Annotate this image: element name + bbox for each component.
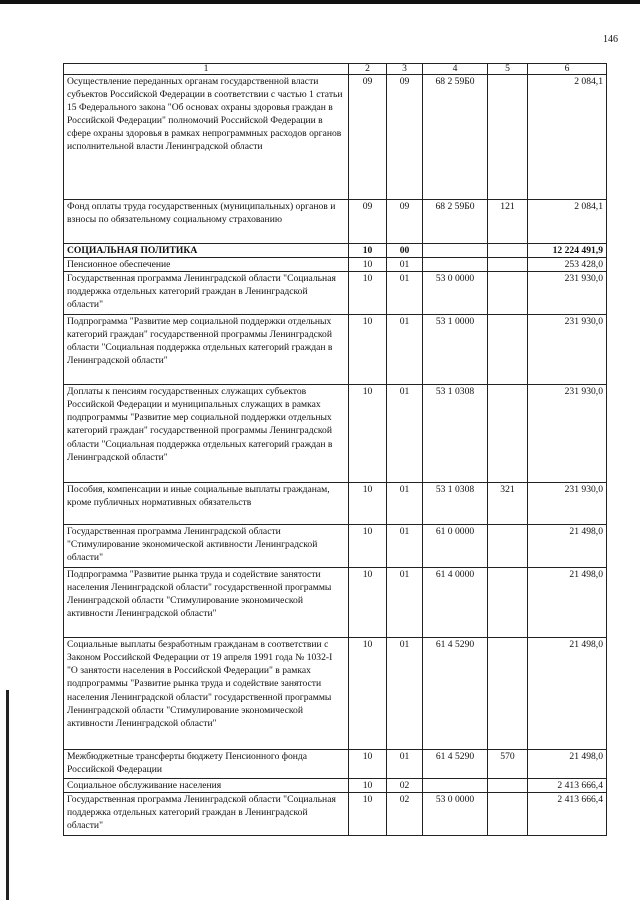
row-expense-type-cell	[488, 568, 528, 638]
row-expense-type-cell	[488, 258, 528, 272]
row-expense-type-cell	[488, 315, 528, 385]
row-name-cell: Государственная программа Ленинградской области "Стимулирование экономической активности Ленинградской области"	[64, 525, 349, 568]
row-name-cell: Доплаты к пенсиям государственных служащих субъектов Российской Федерации и муниципальных служащих в рамках подпрограммы "Развитие мер социальной поддержки отдельных категорий граждан" государственной программы Ленинградской области "Социальная поддержка отдельных категорий граждан в Ленинградской области"	[64, 385, 349, 483]
row-expense-type-cell	[488, 779, 528, 793]
table-row	[64, 779, 607, 793]
row-section-cell: 10	[349, 315, 387, 385]
row-target-code-cell: 68 2 59Б0	[423, 200, 488, 244]
row-target-code-cell	[423, 244, 488, 258]
row-amount-cell: 21 498,0	[528, 525, 607, 568]
row-subsection-cell: 09	[387, 75, 423, 200]
row-target-code-cell: 53 1 0308	[423, 483, 488, 525]
row-subsection-cell: 01	[387, 385, 423, 483]
row-section-cell: 10	[349, 525, 387, 568]
row-amount-cell: 231 930,0	[528, 483, 607, 525]
row-amount-cell: 231 930,0	[528, 315, 607, 385]
row-expense-type-cell: 321	[488, 483, 528, 525]
row-expense-type-cell	[488, 272, 528, 315]
row-amount-cell: 253 428,0	[528, 258, 607, 272]
row-amount-cell: 12 224 491,9	[528, 244, 607, 258]
table-row	[64, 272, 607, 315]
row-subsection-cell: 01	[387, 750, 423, 779]
row-amount-cell: 2 084,1	[528, 200, 607, 244]
row-name-cell: Межбюджетные трансферты бюджету Пенсионного фонда Российской Федерации	[64, 750, 349, 779]
row-amount-cell: 231 930,0	[528, 272, 607, 315]
row-expense-type-cell	[488, 525, 528, 568]
row-target-code-cell: 68 2 59Б0	[423, 75, 488, 200]
row-amount-cell: 21 498,0	[528, 568, 607, 638]
row-expense-type-cell: 570	[488, 750, 528, 779]
budget-table	[63, 63, 607, 836]
row-target-code-cell: 61 4 5290	[423, 750, 488, 779]
row-target-code-cell	[423, 258, 488, 272]
row-expense-type-cell	[488, 638, 528, 750]
row-name-cell: Подпрограмма "Развитие рынка труда и содействие занятости населения Ленинградской области" государственной программы Ленинградской области "Стимулирование экономической активности Ленинградской области"	[64, 568, 349, 638]
row-expense-type-cell	[488, 244, 528, 258]
table-row	[64, 258, 607, 272]
row-target-code-cell: 53 0 0000	[423, 272, 488, 315]
page-number: 146	[603, 34, 618, 45]
row-subsection-cell: 01	[387, 272, 423, 315]
table-row	[64, 75, 607, 200]
row-name-cell: СОЦИАЛЬНАЯ ПОЛИТИКА	[64, 244, 349, 258]
row-target-code-cell: 53 1 0000	[423, 315, 488, 385]
row-amount-cell: 231 930,0	[528, 385, 607, 483]
row-section-cell: 09	[349, 75, 387, 200]
row-section-cell: 10	[349, 568, 387, 638]
scan-edge-mark	[6, 690, 9, 900]
row-subsection-cell: 01	[387, 525, 423, 568]
row-expense-type-cell: 121	[488, 200, 528, 244]
row-name-cell: Фонд оплаты труда государственных (муниципальных) органов и взносы по обязательному социальному страхованию	[64, 200, 349, 244]
row-target-code-cell: 61 0 0000	[423, 525, 488, 568]
row-name-cell: Социальные выплаты безработным гражданам в соответствии с Законом Российской Федерации от 19 апреля 1991 года № 1032-I "О занятости населения в Российской Федерации" в рамках подпрограммы "Развитие рынка труда и содействие занятости населения Ленинградской области" государственной программы Ленинградской области "Стимулирование экономической активности Ленинградской области"	[64, 638, 349, 750]
table-row	[64, 638, 607, 750]
row-target-code-cell: 53 1 0308	[423, 385, 488, 483]
table-row	[64, 244, 607, 258]
table-row	[64, 385, 607, 483]
row-section-cell: 09	[349, 200, 387, 244]
row-name-cell: Государственная программа Ленинградской области "Социальная поддержка отдельных категорий граждан в Ленинградской области"	[64, 272, 349, 315]
row-expense-type-cell	[488, 75, 528, 200]
row-amount-cell: 2 413 666,4	[528, 779, 607, 793]
row-section-cell: 10	[349, 385, 387, 483]
row-name-cell: Социальное обслуживание населения	[64, 779, 349, 793]
row-section-cell: 10	[349, 779, 387, 793]
row-section-cell: 10	[349, 638, 387, 750]
col-number-2: 2	[349, 64, 387, 75]
row-expense-type-cell	[488, 793, 528, 836]
row-expense-type-cell	[488, 385, 528, 483]
table-row	[64, 750, 607, 779]
row-subsection-cell: 02	[387, 779, 423, 793]
table-row	[64, 568, 607, 638]
row-subsection-cell: 01	[387, 568, 423, 638]
row-name-cell: Подпрограмма "Развитие мер социальной поддержки отдельных категорий граждан" государственной программы Ленинградской области "Социальная поддержка отдельных категорий граждан в Ленинградской области"	[64, 315, 349, 385]
col-number-5: 5	[488, 64, 528, 75]
row-subsection-cell: 01	[387, 315, 423, 385]
table-row	[64, 793, 607, 836]
col-number-3: 3	[387, 64, 423, 75]
row-subsection-cell: 01	[387, 258, 423, 272]
col-number-1: 1	[64, 64, 349, 75]
row-name-cell: Государственная программа Ленинградской области "Социальная поддержка отдельных категорий граждан в Ленинградской области"	[64, 793, 349, 836]
row-amount-cell: 21 498,0	[528, 750, 607, 779]
col-number-4: 4	[423, 64, 488, 75]
row-section-cell: 10	[349, 272, 387, 315]
budget-table-body	[64, 64, 607, 836]
column-number-row	[64, 64, 607, 75]
row-target-code-cell: 61 4 0000	[423, 568, 488, 638]
row-subsection-cell: 09	[387, 200, 423, 244]
table-row	[64, 200, 607, 244]
row-subsection-cell: 02	[387, 793, 423, 836]
row-amount-cell: 21 498,0	[528, 638, 607, 750]
row-name-cell: Пенсионное обеспечение	[64, 258, 349, 272]
row-name-cell: Пособия, компенсации и иные социальные выплаты гражданам, кроме публичных нормативных обязательств	[64, 483, 349, 525]
row-target-code-cell: 61 4 5290	[423, 638, 488, 750]
row-amount-cell: 2 413 666,4	[528, 793, 607, 836]
col-number-6: 6	[528, 64, 607, 75]
row-subsection-cell: 01	[387, 638, 423, 750]
row-target-code-cell	[423, 779, 488, 793]
row-section-cell: 10	[349, 258, 387, 272]
table-row	[64, 315, 607, 385]
row-section-cell: 10	[349, 483, 387, 525]
row-subsection-cell: 00	[387, 244, 423, 258]
row-section-cell: 10	[349, 750, 387, 779]
row-target-code-cell: 53 0 0000	[423, 793, 488, 836]
row-name-cell: Осуществление переданных органам государственной власти субъектов Российской Федерации в соответствии с частью 1 статьи 15 Федерального закона "Об основах охраны здоровья граждан в Российской Федерации" полномочий Российской Федерации в сфере охраны здоровья в рамках непрограммных расходов органов исполнительной власти Ленинградской области	[64, 75, 349, 200]
row-amount-cell: 2 084,1	[528, 75, 607, 200]
row-section-cell: 10	[349, 244, 387, 258]
table-row	[64, 483, 607, 525]
row-subsection-cell: 01	[387, 483, 423, 525]
table-row	[64, 525, 607, 568]
top-rule	[0, 0, 640, 4]
row-section-cell: 10	[349, 793, 387, 836]
